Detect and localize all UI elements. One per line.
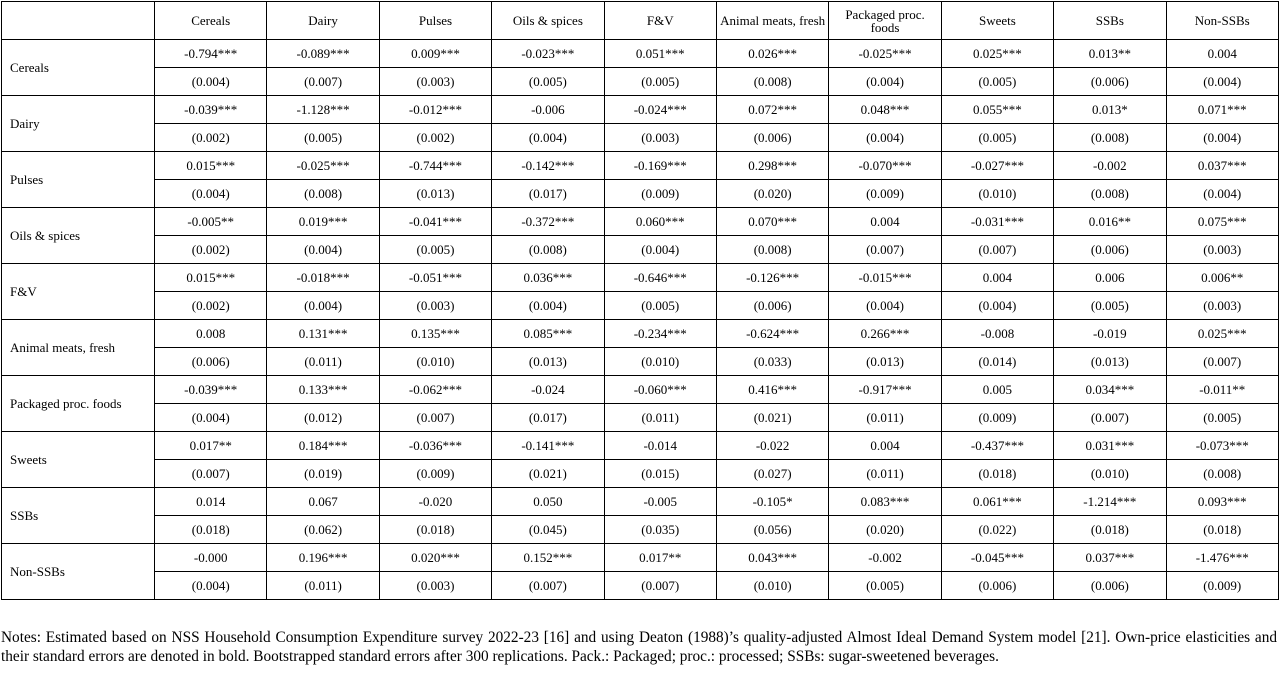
standard-error-cell: (0.008) xyxy=(492,236,604,264)
coefficient-cell: 0.015*** xyxy=(155,264,267,292)
coefficient-cell: 0.048*** xyxy=(829,96,941,124)
coefficient-cell: -0.917*** xyxy=(829,376,941,404)
coefficient-cell: -0.089*** xyxy=(267,40,379,68)
coefficient-row xyxy=(2,432,1279,460)
coefficient-cell: 0.004 xyxy=(1166,40,1278,68)
row-label: Dairy xyxy=(2,96,155,152)
col-header: Dairy xyxy=(267,2,379,40)
standard-error-row xyxy=(2,516,1279,544)
standard-error-cell: (0.004) xyxy=(829,68,941,96)
coefficient-cell: 0.006 xyxy=(1054,264,1166,292)
coefficient-cell: -0.000 xyxy=(155,544,267,572)
standard-error-cell: (0.005) xyxy=(1054,292,1166,320)
coefficient-cell: 0.416*** xyxy=(716,376,828,404)
standard-error-cell: (0.003) xyxy=(1166,292,1278,320)
coefficient-cell: -0.005 xyxy=(604,488,716,516)
coefficient-cell: -0.023*** xyxy=(492,40,604,68)
standard-error-cell: (0.007) xyxy=(941,236,1053,264)
standard-error-cell: (0.018) xyxy=(155,516,267,544)
coefficient-cell: -0.020 xyxy=(379,488,491,516)
coefficient-cell: -0.142*** xyxy=(492,152,604,180)
coefficient-cell: 0.025*** xyxy=(1166,320,1278,348)
col-header: SSBs xyxy=(1054,2,1166,40)
row-label: Animal meats, fresh xyxy=(2,320,155,376)
standard-error-cell: (0.013) xyxy=(829,348,941,376)
coefficient-cell: 0.026*** xyxy=(716,40,828,68)
col-header: F&V xyxy=(604,2,716,40)
standard-error-cell: (0.018) xyxy=(1054,516,1166,544)
standard-error-cell: (0.004) xyxy=(155,180,267,208)
coefficient-cell: -0.060*** xyxy=(604,376,716,404)
coefficient-cell: -0.024*** xyxy=(604,96,716,124)
col-header: Cereals xyxy=(155,2,267,40)
standard-error-cell: (0.009) xyxy=(379,460,491,488)
standard-error-cell: (0.007) xyxy=(1166,348,1278,376)
standard-error-cell: (0.010) xyxy=(941,180,1053,208)
coefficient-row xyxy=(2,488,1279,516)
standard-error-cell: (0.006) xyxy=(716,124,828,152)
standard-error-cell: (0.008) xyxy=(267,180,379,208)
coefficient-cell: -0.646*** xyxy=(604,264,716,292)
coefficient-cell: -0.006 xyxy=(492,96,604,124)
standard-error-cell: (0.056) xyxy=(716,516,828,544)
coefficient-cell: -0.437*** xyxy=(941,432,1053,460)
coefficient-row xyxy=(2,208,1279,236)
coefficient-cell: -0.624*** xyxy=(716,320,828,348)
standard-error-cell: (0.019) xyxy=(267,460,379,488)
standard-error-cell: (0.027) xyxy=(716,460,828,488)
standard-error-cell: (0.020) xyxy=(829,516,941,544)
coefficient-cell: 0.085*** xyxy=(492,320,604,348)
standard-error-cell: (0.002) xyxy=(155,236,267,264)
coefficient-cell: -0.002 xyxy=(829,544,941,572)
coefficient-cell: -0.062*** xyxy=(379,376,491,404)
coefficient-cell: 0.008 xyxy=(155,320,267,348)
coefficient-row xyxy=(2,264,1279,292)
standard-error-cell: (0.004) xyxy=(829,124,941,152)
standard-error-row xyxy=(2,124,1279,152)
standard-error-cell: (0.003) xyxy=(604,124,716,152)
coefficient-cell: -0.022 xyxy=(716,432,828,460)
standard-error-cell: (0.010) xyxy=(379,348,491,376)
standard-error-cell: (0.006) xyxy=(1054,236,1166,264)
coefficient-cell: 0.072*** xyxy=(716,96,828,124)
standard-error-row xyxy=(2,292,1279,320)
standard-error-cell: (0.004) xyxy=(155,68,267,96)
coefficient-cell: -0.794*** xyxy=(155,40,267,68)
standard-error-cell: (0.006) xyxy=(716,292,828,320)
coefficient-cell: -0.036*** xyxy=(379,432,491,460)
standard-error-cell: (0.005) xyxy=(941,124,1053,152)
coefficient-cell: 0.061*** xyxy=(941,488,1053,516)
standard-error-cell: (0.009) xyxy=(604,180,716,208)
coefficient-cell: -0.011** xyxy=(1166,376,1278,404)
coefficient-cell: -0.126*** xyxy=(716,264,828,292)
row-label: Sweets xyxy=(2,432,155,488)
coefficient-cell: 0.131*** xyxy=(267,320,379,348)
coefficient-cell: 0.093*** xyxy=(1166,488,1278,516)
standard-error-cell: (0.004) xyxy=(492,292,604,320)
standard-error-row xyxy=(2,236,1279,264)
standard-error-cell: (0.018) xyxy=(941,460,1053,488)
standard-error-cell: (0.013) xyxy=(379,180,491,208)
row-label: Packaged proc. foods xyxy=(2,376,155,432)
coefficient-cell: 0.055*** xyxy=(941,96,1053,124)
coefficient-cell: 0.009*** xyxy=(379,40,491,68)
standard-error-cell: (0.011) xyxy=(829,404,941,432)
col-header: Non-SSBs xyxy=(1166,2,1278,40)
elasticity-table xyxy=(1,1,1279,600)
standard-error-row xyxy=(2,572,1279,600)
standard-error-cell: (0.035) xyxy=(604,516,716,544)
coefficient-cell: 0.015*** xyxy=(155,152,267,180)
standard-error-cell: (0.005) xyxy=(492,68,604,96)
coefficient-cell: -0.031*** xyxy=(941,208,1053,236)
coefficient-cell: 0.050 xyxy=(492,488,604,516)
standard-error-cell: (0.009) xyxy=(1166,572,1278,600)
coefficient-cell: 0.298*** xyxy=(716,152,828,180)
coefficient-cell: -0.008 xyxy=(941,320,1053,348)
standard-error-cell: (0.004) xyxy=(604,236,716,264)
standard-error-cell: (0.004) xyxy=(1166,124,1278,152)
standard-error-cell: (0.004) xyxy=(492,124,604,152)
standard-error-cell: (0.003) xyxy=(379,68,491,96)
standard-error-cell: (0.011) xyxy=(829,460,941,488)
coefficient-cell: 0.013** xyxy=(1054,40,1166,68)
standard-error-cell: (0.003) xyxy=(379,572,491,600)
coefficient-cell: -0.027*** xyxy=(941,152,1053,180)
coefficient-row xyxy=(2,376,1279,404)
coefficient-cell: 0.135*** xyxy=(379,320,491,348)
coefficient-cell: 0.017** xyxy=(604,544,716,572)
coefficient-cell: 0.004 xyxy=(829,432,941,460)
coefficient-cell: -0.024 xyxy=(492,376,604,404)
standard-error-cell: (0.045) xyxy=(492,516,604,544)
coefficient-cell: -0.025*** xyxy=(829,40,941,68)
standard-error-cell: (0.005) xyxy=(941,68,1053,96)
standard-error-cell: (0.017) xyxy=(492,404,604,432)
standard-error-cell: (0.006) xyxy=(155,348,267,376)
coefficient-row xyxy=(2,152,1279,180)
standard-error-cell: (0.013) xyxy=(1054,348,1166,376)
coefficient-cell: -0.014 xyxy=(604,432,716,460)
standard-error-cell: (0.004) xyxy=(829,292,941,320)
coefficient-cell: 0.133*** xyxy=(267,376,379,404)
standard-error-cell: (0.011) xyxy=(267,348,379,376)
standard-error-cell: (0.015) xyxy=(604,460,716,488)
standard-error-cell: (0.005) xyxy=(604,292,716,320)
standard-error-cell: (0.006) xyxy=(941,572,1053,600)
col-header: Oils & spices xyxy=(492,2,604,40)
row-label: SSBs xyxy=(2,488,155,544)
coefficient-row xyxy=(2,96,1279,124)
standard-error-cell: (0.005) xyxy=(1166,404,1278,432)
standard-error-cell: (0.062) xyxy=(267,516,379,544)
standard-error-cell: (0.012) xyxy=(267,404,379,432)
coefficient-cell: -0.018*** xyxy=(267,264,379,292)
coefficient-cell: -0.105* xyxy=(716,488,828,516)
standard-error-cell: (0.018) xyxy=(379,516,491,544)
coefficient-cell: -0.019 xyxy=(1054,320,1166,348)
coefficient-cell: 0.083*** xyxy=(829,488,941,516)
coefficient-cell: -0.039*** xyxy=(155,376,267,404)
coefficient-row xyxy=(2,40,1279,68)
standard-error-cell: (0.009) xyxy=(941,404,1053,432)
standard-error-cell: (0.013) xyxy=(492,348,604,376)
standard-error-cell: (0.002) xyxy=(379,124,491,152)
coefficient-cell: -0.005** xyxy=(155,208,267,236)
standard-error-cell: (0.007) xyxy=(155,460,267,488)
standard-error-cell: (0.021) xyxy=(492,460,604,488)
coefficient-cell: 0.013* xyxy=(1054,96,1166,124)
standard-error-row xyxy=(2,68,1279,96)
standard-error-cell: (0.008) xyxy=(1054,124,1166,152)
standard-error-cell: (0.009) xyxy=(829,180,941,208)
standard-error-cell: (0.010) xyxy=(604,348,716,376)
standard-error-cell: (0.005) xyxy=(267,124,379,152)
coefficient-cell: 0.014 xyxy=(155,488,267,516)
coefficient-cell: -0.169*** xyxy=(604,152,716,180)
standard-error-row xyxy=(2,348,1279,376)
coefficient-cell: -0.141*** xyxy=(492,432,604,460)
coefficient-cell: -0.051*** xyxy=(379,264,491,292)
coefficient-cell: -0.045*** xyxy=(941,544,1053,572)
standard-error-cell: (0.010) xyxy=(1054,460,1166,488)
col-header: Pulses xyxy=(379,2,491,40)
coefficient-cell: 0.075*** xyxy=(1166,208,1278,236)
coefficient-cell: -0.002 xyxy=(1054,152,1166,180)
standard-error-cell: (0.011) xyxy=(604,404,716,432)
coefficient-cell: 0.031*** xyxy=(1054,432,1166,460)
coefficient-cell: 0.016** xyxy=(1054,208,1166,236)
coefficient-cell: 0.043*** xyxy=(716,544,828,572)
coefficient-cell: -1.476*** xyxy=(1166,544,1278,572)
standard-error-cell: (0.006) xyxy=(1054,572,1166,600)
coefficient-cell: 0.006** xyxy=(1166,264,1278,292)
standard-error-cell: (0.004) xyxy=(267,236,379,264)
standard-error-cell: (0.003) xyxy=(379,292,491,320)
standard-error-cell: (0.014) xyxy=(941,348,1053,376)
standard-error-cell: (0.008) xyxy=(716,68,828,96)
standard-error-cell: (0.007) xyxy=(492,572,604,600)
standard-error-cell: (0.007) xyxy=(379,404,491,432)
coefficient-cell: -0.372*** xyxy=(492,208,604,236)
standard-error-row xyxy=(2,460,1279,488)
row-label: Oils & spices xyxy=(2,208,155,264)
table-notes: Notes: Estimated based on NSS Household Consumption Expenditure survey 2022-23 [16] and using Deaton (1988)’s quality-adjusted Almost Ideal Demand System model [21]. Own-price elasticities and their standard errors are denoted in bold. Bootstrapped standard errors after 300 replications. Pack.: Packaged; proc.: processed; SSBs: sugar-sweetened beverages. xyxy=(1,629,1277,665)
standard-error-cell: (0.022) xyxy=(941,516,1053,544)
coefficient-cell: -0.041*** xyxy=(379,208,491,236)
coefficient-cell: -0.070*** xyxy=(829,152,941,180)
row-label: Pulses xyxy=(2,152,155,208)
standard-error-cell: (0.018) xyxy=(1166,516,1278,544)
coefficient-cell: 0.051*** xyxy=(604,40,716,68)
coefficient-cell: 0.071*** xyxy=(1166,96,1278,124)
row-label: F&V xyxy=(2,264,155,320)
standard-error-row xyxy=(2,180,1279,208)
coefficient-cell: 0.037*** xyxy=(1054,544,1166,572)
coefficient-cell: 0.196*** xyxy=(267,544,379,572)
standard-error-cell: (0.004) xyxy=(941,292,1053,320)
standard-error-cell: (0.007) xyxy=(604,572,716,600)
col-header: Animal meats, fresh xyxy=(716,2,828,40)
standard-error-cell: (0.004) xyxy=(267,292,379,320)
standard-error-cell: (0.004) xyxy=(1166,180,1278,208)
coefficient-cell: -0.073*** xyxy=(1166,432,1278,460)
standard-error-cell: (0.003) xyxy=(1166,236,1278,264)
col-header: Packaged proc. foods xyxy=(829,2,941,40)
coefficient-cell: 0.020*** xyxy=(379,544,491,572)
coefficient-cell: -0.234*** xyxy=(604,320,716,348)
header-row xyxy=(2,2,1279,40)
standard-error-cell: (0.005) xyxy=(829,572,941,600)
standard-error-cell: (0.011) xyxy=(267,572,379,600)
row-label: Cereals xyxy=(2,40,155,96)
col-header: Sweets xyxy=(941,2,1053,40)
coefficient-cell: 0.037*** xyxy=(1166,152,1278,180)
coefficient-cell: 0.266*** xyxy=(829,320,941,348)
coefficient-cell: -0.015*** xyxy=(829,264,941,292)
coefficient-cell: 0.060*** xyxy=(604,208,716,236)
row-label: Non-SSBs xyxy=(2,544,155,600)
coefficient-cell: -0.012*** xyxy=(379,96,491,124)
coefficient-cell: 0.184*** xyxy=(267,432,379,460)
standard-error-cell: (0.033) xyxy=(716,348,828,376)
standard-error-cell: (0.002) xyxy=(155,292,267,320)
coefficient-cell: 0.067 xyxy=(267,488,379,516)
coefficient-row xyxy=(2,320,1279,348)
standard-error-cell: (0.021) xyxy=(716,404,828,432)
standard-error-cell: (0.007) xyxy=(1054,404,1166,432)
standard-error-cell: (0.017) xyxy=(492,180,604,208)
standard-error-cell: (0.005) xyxy=(379,236,491,264)
standard-error-cell: (0.004) xyxy=(155,404,267,432)
standard-error-cell: (0.006) xyxy=(1054,68,1166,96)
coefficient-cell: 0.152*** xyxy=(492,544,604,572)
coefficient-cell: -0.039*** xyxy=(155,96,267,124)
standard-error-row xyxy=(2,404,1279,432)
standard-error-cell: (0.007) xyxy=(267,68,379,96)
coefficient-cell: -0.025*** xyxy=(267,152,379,180)
coefficient-cell: 0.004 xyxy=(941,264,1053,292)
coefficient-cell: 0.034*** xyxy=(1054,376,1166,404)
standard-error-cell: (0.007) xyxy=(829,236,941,264)
coefficient-cell: 0.004 xyxy=(829,208,941,236)
standard-error-cell: (0.010) xyxy=(716,572,828,600)
coefficient-cell: -1.214*** xyxy=(1054,488,1166,516)
coefficient-cell: -0.744*** xyxy=(379,152,491,180)
standard-error-cell: (0.020) xyxy=(716,180,828,208)
coefficient-cell: 0.036*** xyxy=(492,264,604,292)
coefficient-cell: 0.005 xyxy=(941,376,1053,404)
corner-cell xyxy=(2,2,155,40)
standard-error-cell: (0.004) xyxy=(1166,68,1278,96)
standard-error-cell: (0.008) xyxy=(716,236,828,264)
standard-error-cell: (0.008) xyxy=(1054,180,1166,208)
coefficient-cell: 0.025*** xyxy=(941,40,1053,68)
standard-error-cell: (0.008) xyxy=(1166,460,1278,488)
coefficient-row xyxy=(2,544,1279,572)
standard-error-cell: (0.004) xyxy=(155,572,267,600)
coefficient-cell: 0.017** xyxy=(155,432,267,460)
coefficient-cell: -1.128*** xyxy=(267,96,379,124)
standard-error-cell: (0.005) xyxy=(604,68,716,96)
coefficient-cell: 0.019*** xyxy=(267,208,379,236)
standard-error-cell: (0.002) xyxy=(155,124,267,152)
coefficient-cell: 0.070*** xyxy=(716,208,828,236)
